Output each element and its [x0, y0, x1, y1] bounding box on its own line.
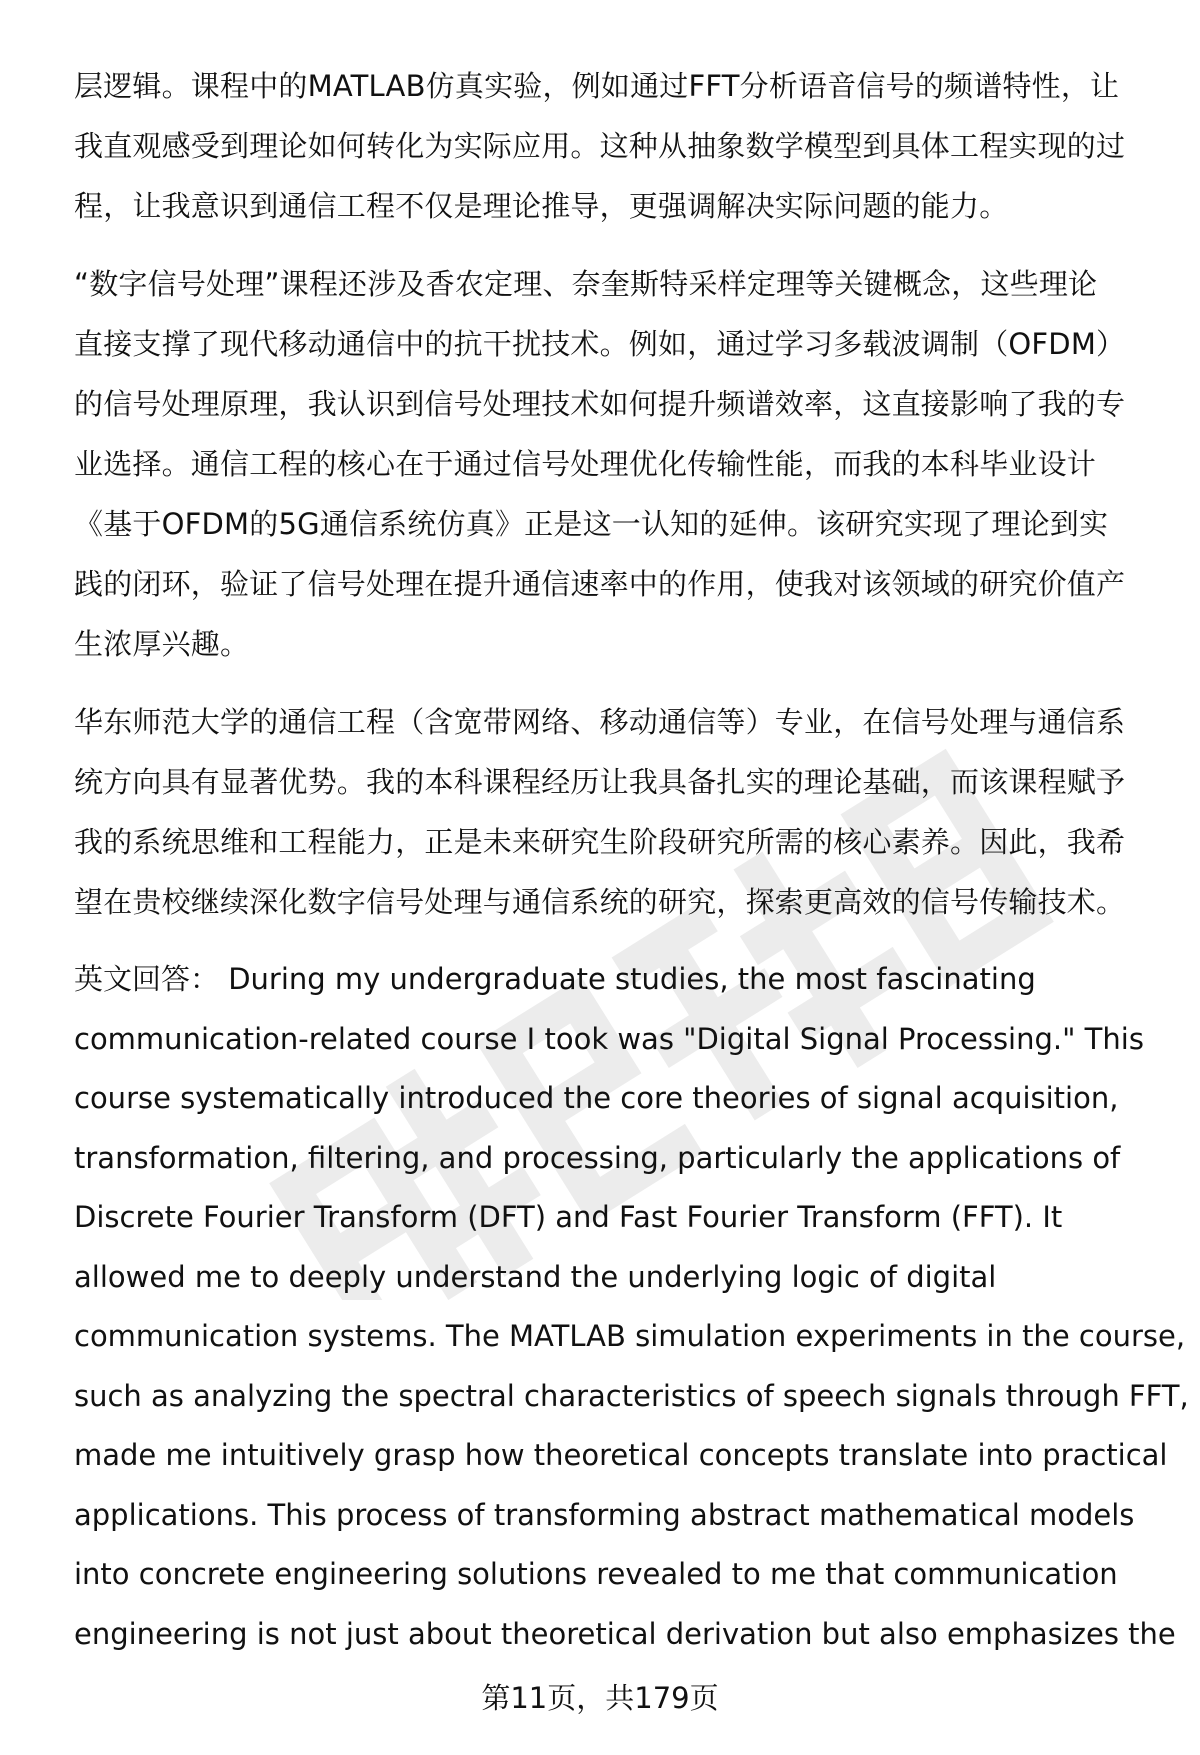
text-line: 我的系统思维和工程能力，正是未来研究生阶段研究所需的核心素养。因此，我希: [74, 825, 1126, 859]
text-line: applications. This process of transforming abstract mathematical models: [74, 1497, 1135, 1532]
paragraph-zh-1: [74, 56, 1160, 236]
text-line: such as analyzing the spectral characteristics of speech signals through FFT,: [74, 1378, 1189, 1413]
text-line: engineering is not just about theoretical derivation but also emphasizes the: [74, 1616, 1176, 1651]
text-line: 统方向具有显著优势。我的本科课程经历让我具备扎实的理论基础，而该课程赋予: [74, 765, 1126, 799]
page-number-footer: 第11页，共179页: [481, 1681, 719, 1715]
paragraph-en-answer: [74, 950, 1189, 1664]
text-line: transformation, filtering, and processing, particularly the applications of: [74, 1140, 1121, 1175]
text-line: course systematically introduced the core theories of signal acquisition,: [74, 1081, 1119, 1115]
text-line: 《基于OFDM的5G通信系统仿真》正是这一认知的延伸。该研究实现了理论到实: [74, 507, 1109, 541]
paragraph-zh-2: [74, 254, 1160, 674]
text-line: 望在贵校继续深化数字信号处理与通信系统的研究，探索更高效的信号传输技术。: [74, 885, 1126, 919]
text-line: 我直观感受到理论如何转化为实际应用。这种从抽象数学模型到具体工程实现的过: [74, 129, 1126, 163]
text-line: 践的闭环，验证了信号处理在提升通信速率中的作用，使我对该领域的研究价值产: [74, 567, 1126, 601]
text-line: allowed me to deeply understand the underlying logic of digital: [74, 1259, 997, 1294]
text-line: communication-related course I took was "Digital Signal Processing." This: [74, 1021, 1144, 1056]
text-line: 英文回答： During my undergraduate studies, the most fascinating: [74, 962, 1036, 996]
text-line: 直接支撑了现代移动通信中的抗干扰技术。例如，通过学习多载波调制（OFDM）: [74, 327, 1126, 361]
text-line: 业选择。通信工程的核心在于通过信号处理优化传输性能，而我的本科毕业设计: [74, 447, 1097, 481]
document-page: [74, 56, 1189, 1664]
text-line: 华东师范大学的通信工程（含宽带网络、移动通信等）专业，在信号处理与通信系: [74, 705, 1126, 739]
paragraph-zh-3: [74, 692, 1160, 932]
text-line: made me intuitively grasp how theoretical concepts translate into practical: [74, 1438, 1168, 1472]
text-line: Discrete Fourier Transform (DFT) and Fast Fourier Transform (FFT). It: [74, 1200, 1063, 1234]
text-line: 生浓厚兴趣。: [74, 627, 250, 661]
text-line: 的信号处理原理，我认识到信号处理技术如何提升频谱效率，这直接影响了我的专: [74, 387, 1126, 421]
text-line: “数字信号处理”课程还涉及香农定理、奈奎斯特采样定理等关键概念，这些理论: [74, 267, 1098, 301]
text-line: 程，让我意识到通信工程不仅是理论推导，更强调解决实际问题的能力。: [74, 189, 1009, 223]
text-line: 层逻辑。课程中的MATLAB仿真实验，例如通过FFT分析语音信号的频谱特性，让: [74, 69, 1120, 103]
text-line: communication systems. The MATLAB simulation experiments in the course,: [74, 1319, 1186, 1353]
text-line: into concrete engineering solutions revealed to me that communication: [74, 1557, 1118, 1591]
